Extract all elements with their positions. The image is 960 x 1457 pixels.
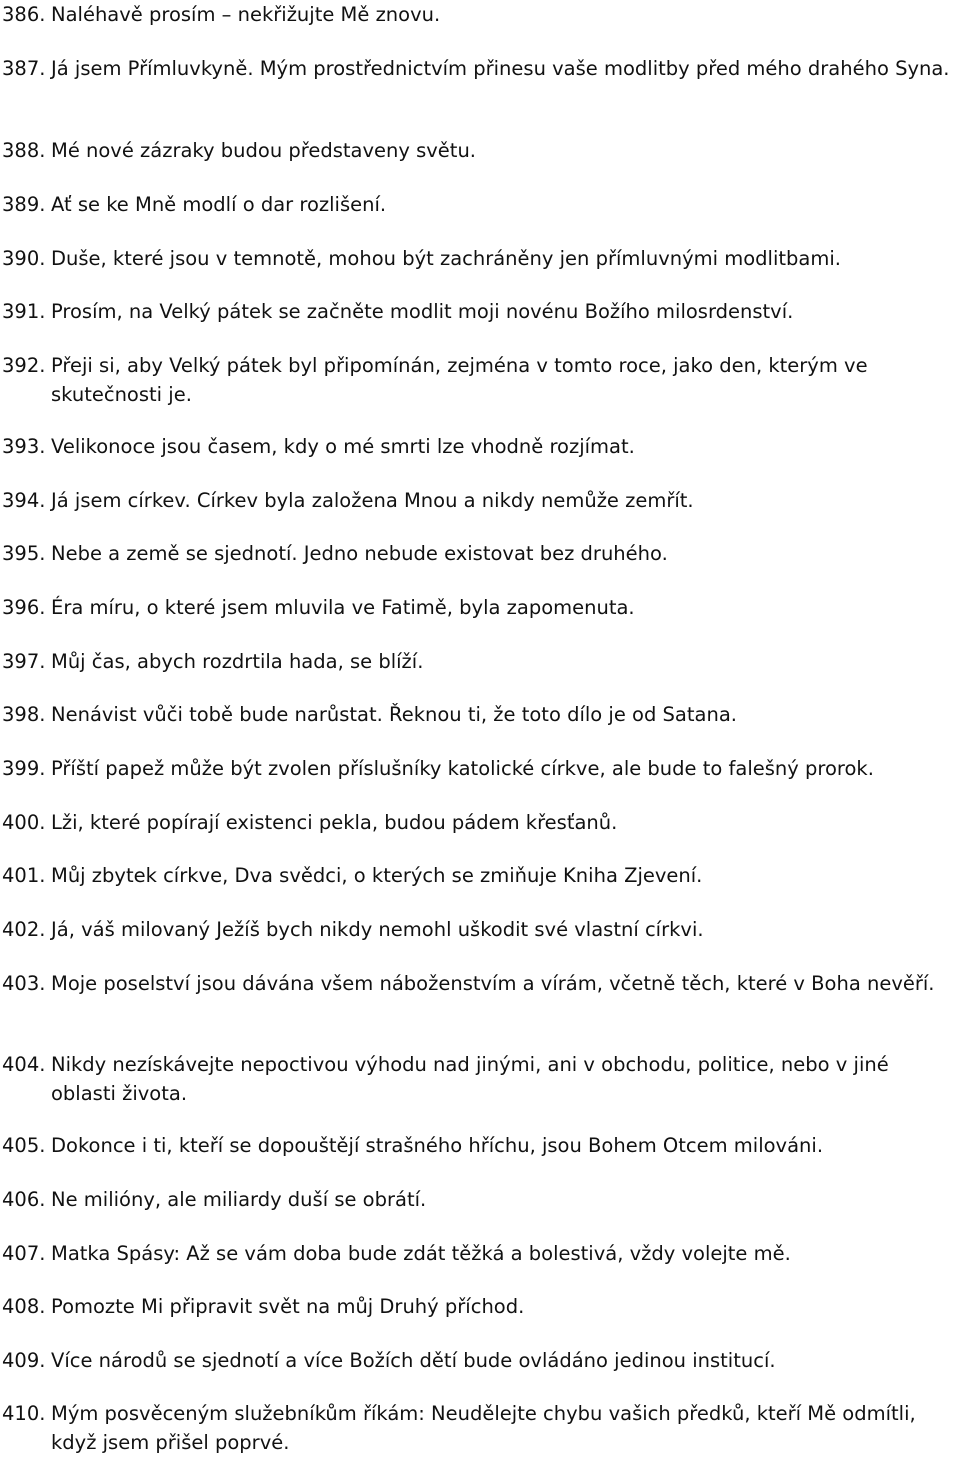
item-number: 393.	[2, 435, 46, 458]
item-number: 388.	[2, 139, 46, 162]
item-text: Ať se ke Mně modlí o dar rozlišení.	[51, 193, 387, 216]
item-number: 397.	[2, 650, 46, 673]
item-text: Můj zbytek církve, Dva svědci, o kterých se zmiňuje Kniha Zjevení.	[51, 864, 703, 887]
item-text: Přeji si, aby Velký pátek byl připomínán, zejména v tomto roce, jako den, kterým ve skutečnosti je.	[51, 354, 868, 406]
item-number: 410.	[2, 1402, 46, 1425]
item-text: Matka Spásy: Až se vám doba bude zdát těžká a bolestivá, vždy volejte mě.	[51, 1242, 791, 1265]
item-text: Nebe a země se sjednotí. Jedno nebude existovat bez druhého.	[51, 542, 668, 565]
item-number: 398.	[2, 703, 46, 726]
item-text: Nenávist vůči tobě bude narůstat. Řeknou ti, že toto dílo je od Satana.	[51, 703, 737, 726]
item-number: 396.	[2, 596, 46, 619]
item-number: 392.	[2, 354, 46, 377]
item-text: Dokonce i ti, kteří se dopouštějí strašného hříchu, jsou Bohem Otcem milováni.	[51, 1134, 824, 1157]
item-number: 402.	[2, 918, 46, 941]
item-number: 409.	[2, 1349, 46, 1372]
item-number: 395.	[2, 542, 46, 565]
item-text: Pomozte Mi připravit svět na můj Druhý příchod.	[51, 1295, 525, 1318]
item-text: Prosím, na Velký pátek se začněte modlit moji novénu Božího milosrdenství.	[51, 300, 794, 323]
item-text: Ne milióny, ale miliardy duší se obrátí.	[51, 1188, 427, 1211]
item-number: 407.	[2, 1242, 46, 1265]
item-text: Můj čas, abych rozdrtila hada, se blíží.	[51, 650, 424, 673]
item-number: 389.	[2, 193, 46, 216]
item-number: 400.	[2, 811, 46, 834]
item-number: 404.	[2, 1053, 46, 1076]
item-text: Velikonoce jsou časem, kdy o mé smrti lze vhodně rozjímat.	[51, 435, 635, 458]
item-text: Nikdy nezískávejte nepoctivou výhodu nad jinými, ani v obchodu, politice, nebo v jiné oblasti života.	[51, 1053, 889, 1105]
item-text: Mým posvěceným služebníkům říkám: Neudělejte chybu vašich předků, kteří Mě odmítli, když jsem přišel poprvé.	[51, 1402, 916, 1454]
item-number: 394.	[2, 489, 46, 512]
item-number: 391.	[2, 300, 46, 323]
item-text: Já jsem Přímluvkyně. Mým prostřednictvím přinesu vaše modlitby před mého drahého Syna.	[51, 57, 950, 80]
item-number: 406.	[2, 1188, 46, 1211]
item-text: Více národů se sjednotí a více Božích dětí bude ovládáno jedinou institucí.	[51, 1349, 776, 1372]
item-text: Příští papež může být zvolen příslušníky katolické církve, ale bude to falešný prorok.	[51, 757, 874, 780]
item-number: 386.	[2, 3, 46, 26]
item-number: 387.	[2, 57, 46, 80]
item-number: 399.	[2, 757, 46, 780]
item-text: Moje poselství jsou dávána všem náboženstvím a vírám, včetně těch, které v Boha nevěří.	[51, 972, 935, 995]
item-number: 403.	[2, 972, 46, 995]
item-number: 401.	[2, 864, 46, 887]
item-number: 390.	[2, 247, 46, 270]
item-number: 408.	[2, 1295, 46, 1318]
item-text: Naléhavě prosím – nekřižujte Mě znovu.	[51, 3, 441, 26]
item-text: Éra míru, o které jsem mluvila ve Fatimě, byla zapomenuta.	[51, 596, 635, 619]
item-text: Duše, které jsou v temnotě, mohou být zachráněny jen přímluvnými modlitbami.	[51, 247, 841, 270]
item-number: 405.	[2, 1134, 46, 1157]
item-text: Mé nové zázraky budou představeny světu.	[51, 139, 477, 162]
item-text: Lži, které popírají existenci pekla, budou pádem křesťanů.	[51, 811, 618, 834]
item-text: Já jsem církev. Církev byla založena Mnou a nikdy nemůže zemřít.	[51, 489, 694, 512]
item-text: Já, váš milovaný Ježíš bych nikdy nemohl uškodit své vlastní církvi.	[51, 918, 704, 941]
